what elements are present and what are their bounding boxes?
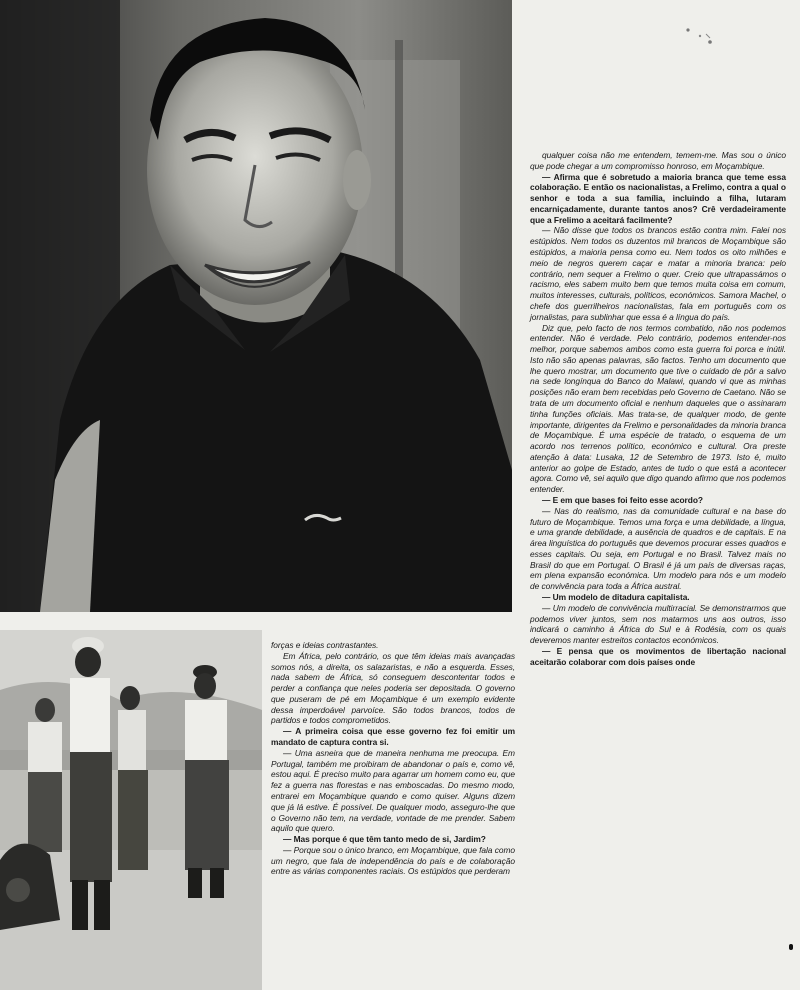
- answer-paragraph: — Uma asneira que de maneira nenhuma me preocupa. Em Portugal, também me proibiram de abandonar o país e, como vê, estou aqui. É preciso muito para agarrar um homem como eu, que fez a guerra nas florestas e nas emboscadas. Do mesmo modo, entrarei em Moçambique quando e como quiser. Alguns dizem que já lá estive. É possível. De qualquer modo, asseguro-lhe que o Governo não tem, na verdade, vontade de me prender. Sabem aquilo que quero.: [271, 747, 515, 834]
- question-paragraph: — Afirma que é sobretudo a maioria branca que teme essa colaboração. E então os nacionalistas, a Frelimo, contra a qual o senhor e toda a sua família, incluindo a filha, lutaram encarniçadamente, durante tantos anos? Crê verdadeiramente que a Frelimo a aceitará facilmente?: [530, 171, 786, 225]
- print-specks: [680, 22, 720, 52]
- answer-paragraph: forças e ideias contrastantes.: [271, 640, 379, 650]
- soldiers-photo-art: [0, 630, 262, 990]
- answer-paragraph: Diz que, pelo facto de nos termos combatido, não nos podemos entender. Não é verdade. Pelo contrário, podemos entender-nos melhor, porque sabemos ambos como esta guerra foi porca e inútil. Isto não são apenas palavras, são factos. Tenho um documento que lhe quero mostrar, um documento que tive o cuidado de pôr a salvo na sede longínqua do Banco do Malawi, quando vi que as minhas posições não eram bem recebidas pelo Governo de Caetano. Não se trata de um documento oficial e nenhum daqueles que o assinaram tinha funções oficiais. Mas trata-se, de qualquer modo, de gente importante, dirigentes da Frelimo e personalidades da minoria branca de Moçambique. É uma espécie de tratado, o esquema de um acordo nos terrenos político, económico e cultural. Ora preste atenção à data: Lusaka, 12 de Setembro de 1973. Isto é, muito anterior ao golpe de Estado, antes de tudo o que está a acontecer agora. Como vê, sei aquilo que digo quando afirmo que nos podemos entender.: [530, 322, 786, 495]
- portrait-photo: [0, 0, 512, 612]
- answer-paragraph: — Nas do realismo, nas da comunidade cultural e na base do futuro de Moçambique. Temos uma força e uma debilidade, a língua, e uma grande debilidade, a ausência de quadros e de capitais. E na área linguística do português que devemos procurar esses quadros e esses capitais. Ou seja, em Portugal e no Brasil. Talvez mais no Brasil do que em Portugal. O Brasil é já um país de diversas raças, em plena expansão económica. Um modelo para nós e um modelo de convivência para toda a África austral.: [530, 505, 786, 592]
- print-specks-art: [680, 22, 720, 52]
- page-edge-mark: [789, 944, 793, 950]
- question-paragraph: — E pensa que os movimentos de libertação nacional aceitarão colaborar com dois países onde: [530, 645, 786, 667]
- soldiers-photo: [0, 630, 262, 990]
- answer-paragraph: qualquer coisa não me entendem, temem-me. Mas sou o único que pode chegar a um compromisso honroso, em Moçambique.: [530, 150, 786, 171]
- answer-paragraph: — Porque sou o único branco, em Moçambique, que fala como um negro, que fala de independência do país e de colaboração entre as várias componentes raciais. Os estúpidos que perderam: [271, 844, 515, 877]
- answer-paragraph: Em África, pelo contrário, os que têm ideias mais avançadas somos nós, a direita, os salazaristas, e não a esquerda. Esses, nada sabem de África, só conseguem descontentar todos e perder a confiança que neles poderia ser depositada. O governo que puseram de pé em Moçambique é um exemplo evidente dessa imperdoável parvoíce. São todos brancos, todos de partidos e todos comprometidos.: [271, 650, 515, 726]
- question-paragraph: — E em que bases foi feito esse acordo?: [542, 495, 703, 505]
- question-paragraph: — A primeira coisa que esse governo fez foi emitir um mandato de captura contra si.: [271, 726, 515, 748]
- question-paragraph: — Mas porque é que têm tanto medo de si, Jardim?: [283, 834, 486, 845]
- answer-paragraph: — Um modelo de convivência multirracial. Se demonstrarmos que podemos viver juntos, sem nos matarmos uns aos outros, isso indicará o caminho à África do Sul e à Rodésia, com os quais deveremos manter estreitos contactos económicos.: [530, 602, 786, 646]
- question-paragraph: — Um modelo de ditadura capitalista.: [542, 592, 690, 603]
- answer-paragraph: — Não disse que todos os brancos estão contra mim. Falei nos estúpidos. Nem todos os duzentos mil brancos de Moçambique são estúpidos, a maioria pensa como eu. Nem todos os oito milhões e meio de negros querem caçar e matar a minoria branca: pelo contrário, nem sequer a Frelimo o quer. Creio que ultrapassámos o racismo, eles sabem muito bem que temos muita coisa em comum, muitos interesses, culturais, políticos, económicos. Samora Machel, o chefe dos guerrilheiros nacionalistas, fala em português com os jornalistas, para sublinhar que essa é a língua do país.: [530, 225, 786, 322]
- text-column-right: [530, 150, 786, 668]
- text-column-middle: [271, 640, 515, 877]
- portrait-photo-art: [0, 0, 512, 612]
